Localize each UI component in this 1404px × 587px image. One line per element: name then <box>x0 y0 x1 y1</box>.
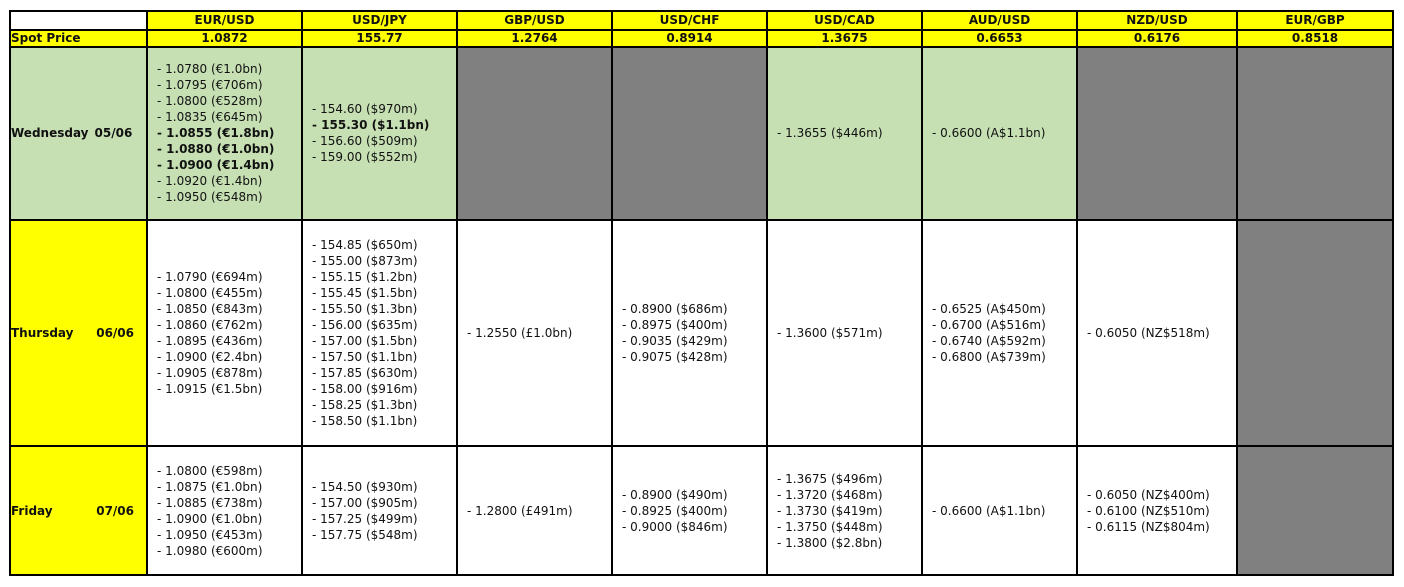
expiry-list <box>777 471 921 551</box>
spot-price-row <box>10 30 1393 47</box>
expiry-cell-usdjpy <box>302 47 457 220</box>
expiry-list <box>622 487 766 535</box>
expiry-item: - 154.50 ($930m) <box>312 479 418 494</box>
pair-header-nzdusd: NZD/USD <box>1077 11 1237 30</box>
spot-price-gbpusd: 1.2764 <box>457 30 612 47</box>
expiry-item: - 156.00 ($635m) <box>312 318 418 333</box>
pair-header-gbpusd: GBP/USD <box>457 11 612 30</box>
expiry-item: - 155.30 ($1.1bn) <box>312 118 430 133</box>
expiry-list <box>932 301 1076 365</box>
expiry-item: - 155.45 ($1.5bn) <box>312 286 418 301</box>
expiry-cell-audusd <box>922 47 1077 220</box>
expiry-list <box>157 269 301 397</box>
expiry-item: - 1.0895 (€436m) <box>157 334 263 349</box>
day-name: Wednesday <box>11 126 89 141</box>
pair-header-usdjpy: USD/JPY <box>302 11 457 30</box>
spot-price-usdchf: 0.8914 <box>612 30 767 47</box>
expiry-cell-nzdusd <box>1077 47 1237 220</box>
expiry-item: - 0.9035 ($429m) <box>622 334 728 349</box>
expiry-cell-usdcad <box>767 446 922 575</box>
expiry-item: - 1.0950 (€548m) <box>157 190 263 205</box>
expiry-list <box>312 479 456 543</box>
expiry-cell-eurgbp <box>1237 220 1393 446</box>
expiry-item: - 1.0980 (€600m) <box>157 543 263 558</box>
expiry-item: - 1.0855 (€1.8bn) <box>157 126 275 141</box>
expiry-item: - 0.6050 (NZ$518m) <box>1087 326 1210 341</box>
spot-price-label: Spot Price <box>10 30 147 47</box>
expiry-list <box>157 463 301 559</box>
expiry-cell-usdjpy <box>302 220 457 446</box>
pair-header-usdchf: USD/CHF <box>612 11 767 30</box>
expiry-cell-eurusd <box>147 446 302 575</box>
day-date: 05/06 <box>94 126 133 141</box>
expiry-item: - 0.6800 (A$739m) <box>932 350 1046 365</box>
expiry-item: - 154.85 ($650m) <box>312 238 418 253</box>
expiry-item: - 1.0795 (€706m) <box>157 78 263 93</box>
fx-option-expiries-table <box>9 10 1394 576</box>
day-name: Thursday <box>11 326 74 341</box>
day-date: 06/06 <box>96 326 134 341</box>
expiry-item: - 1.0860 (€762m) <box>157 318 263 333</box>
expiry-item: - 0.6600 (A$1.1bn) <box>932 126 1046 141</box>
expiry-item: - 155.15 ($1.2bn) <box>312 270 418 285</box>
spot-price-usdcad: 1.3675 <box>767 30 922 47</box>
day-label-wednesday <box>10 47 147 220</box>
expiry-item: - 0.8900 ($490m) <box>622 487 728 502</box>
day-row-friday <box>10 446 1393 575</box>
expiry-item: - 157.75 ($548m) <box>312 527 418 542</box>
expiry-item: - 158.00 ($916m) <box>312 382 418 397</box>
corner-blank <box>10 11 147 30</box>
expiry-item: - 0.8925 ($400m) <box>622 503 728 518</box>
pair-header-usdcad: USD/CAD <box>767 11 922 30</box>
expiry-cell-usdjpy <box>302 446 457 575</box>
expiry-item: - 1.0800 (€455m) <box>157 286 263 301</box>
expiry-item: - 0.9075 ($428m) <box>622 350 728 365</box>
expiry-cell-nzdusd <box>1077 220 1237 446</box>
expiry-list <box>467 503 611 519</box>
expiry-list <box>622 301 766 365</box>
expiry-cell-gbpusd <box>457 220 612 446</box>
expiry-item: - 1.3800 ($2.8bn) <box>777 535 883 550</box>
expiry-item: - 159.00 ($552m) <box>312 150 418 165</box>
expiry-cell-eurusd <box>147 47 302 220</box>
expiry-item: - 1.3730 ($419m) <box>777 503 883 518</box>
day-label-thursday <box>10 220 147 446</box>
pair-header-row <box>10 11 1393 30</box>
day-row-thursday <box>10 220 1393 446</box>
expiry-item: - 157.25 ($499m) <box>312 511 418 526</box>
expiry-list <box>777 125 921 141</box>
expiry-list <box>467 325 611 341</box>
day-row-wednesday <box>10 47 1393 220</box>
expiry-cell-audusd <box>922 446 1077 575</box>
pair-header-eurgbp: EUR/GBP <box>1237 11 1393 30</box>
expiry-item: - 157.50 ($1.1bn) <box>312 350 418 365</box>
expiry-item: - 157.00 ($905m) <box>312 495 418 510</box>
spot-price-nzdusd: 0.6176 <box>1077 30 1237 47</box>
expiry-item: - 1.0835 (€645m) <box>157 110 263 125</box>
expiry-list <box>312 101 456 165</box>
expiry-item: - 155.50 ($1.3bn) <box>312 302 418 317</box>
expiry-list <box>157 61 301 205</box>
spot-price-eurusd: 1.0872 <box>147 30 302 47</box>
expiry-list <box>932 503 1076 519</box>
expiry-list <box>777 325 921 341</box>
expiry-item: - 1.0900 (€1.4bn) <box>157 158 275 173</box>
spot-price-eurgbp: 0.8518 <box>1237 30 1393 47</box>
expiry-item: - 1.2800 (£491m) <box>467 503 573 518</box>
pair-header-audusd: AUD/USD <box>922 11 1077 30</box>
expiry-item: - 1.3750 ($448m) <box>777 519 883 534</box>
expiry-cell-eurusd <box>147 220 302 446</box>
expiry-item: - 0.6525 (A$450m) <box>932 302 1046 317</box>
expiry-item: - 1.0950 (€453m) <box>157 527 263 542</box>
expiry-cell-nzdusd <box>1077 446 1237 575</box>
expiry-list <box>1087 487 1236 535</box>
expiry-item: - 1.0900 (€2.4bn) <box>157 350 263 365</box>
expiry-cell-gbpusd <box>457 47 612 220</box>
expiry-item: - 0.6600 (A$1.1bn) <box>932 503 1046 518</box>
expiry-item: - 1.0790 (€694m) <box>157 270 263 285</box>
day-label-friday <box>10 446 147 575</box>
expiry-item: - 1.3720 ($468m) <box>777 487 883 502</box>
day-name: Friday <box>11 503 53 518</box>
expiry-item: - 1.0880 (€1.0bn) <box>157 142 275 157</box>
expiry-cell-eurgbp <box>1237 446 1393 575</box>
expiry-item: - 0.6115 (NZ$804m) <box>1087 519 1210 534</box>
expiry-item: - 1.3655 ($446m) <box>777 126 883 141</box>
expiry-item: - 1.3600 ($571m) <box>777 326 883 341</box>
expiry-cell-audusd <box>922 220 1077 446</box>
expiry-cell-usdcad <box>767 47 922 220</box>
expiry-item: - 1.3675 ($496m) <box>777 471 883 486</box>
expiry-item: - 1.0800 (€598m) <box>157 463 263 478</box>
expiry-item: - 154.60 ($970m) <box>312 102 418 117</box>
expiry-item: - 0.6740 (A$592m) <box>932 334 1046 349</box>
expiry-cell-usdchf <box>612 220 767 446</box>
expiry-list <box>1087 325 1236 341</box>
expiry-item: - 1.0850 (€843m) <box>157 302 263 317</box>
expiry-list <box>312 237 456 429</box>
expiry-list <box>932 125 1076 141</box>
expiry-item: - 157.85 ($630m) <box>312 366 418 381</box>
expiry-item: - 1.0780 (€1.0bn) <box>157 62 263 77</box>
expiry-item: - 0.6050 (NZ$400m) <box>1087 487 1210 502</box>
spot-price-usdjpy: 155.77 <box>302 30 457 47</box>
day-date: 07/06 <box>96 503 134 518</box>
expiry-cell-usdchf <box>612 47 767 220</box>
expiry-item: - 1.0875 (€1.0bn) <box>157 479 263 494</box>
expiry-item: - 0.8900 ($686m) <box>622 302 728 317</box>
expiry-item: - 0.6100 (NZ$510m) <box>1087 503 1210 518</box>
expiry-item: - 155.00 ($873m) <box>312 254 418 269</box>
expiry-item: - 1.0900 (€1.0bn) <box>157 511 263 526</box>
expiry-item: - 1.0905 (€878m) <box>157 366 263 381</box>
spot-price-audusd: 0.6653 <box>922 30 1077 47</box>
expiry-item: - 158.50 ($1.1bn) <box>312 414 418 429</box>
expiry-item: - 1.0885 (€738m) <box>157 495 263 510</box>
expiry-cell-usdcad <box>767 220 922 446</box>
expiry-item: - 158.25 ($1.3bn) <box>312 398 418 413</box>
expiry-cell-gbpusd <box>457 446 612 575</box>
expiry-item: - 0.8975 ($400m) <box>622 318 728 333</box>
expiry-item: - 157.00 ($1.5bn) <box>312 334 418 349</box>
expiry-cell-usdchf <box>612 446 767 575</box>
expiry-item: - 0.6700 (A$516m) <box>932 318 1046 333</box>
expiry-cell-eurgbp <box>1237 47 1393 220</box>
expiry-item: - 1.2550 (£1.0bn) <box>467 326 573 341</box>
expiry-item: - 1.0920 (€1.4bn) <box>157 174 263 189</box>
pair-header-eurusd: EUR/USD <box>147 11 302 30</box>
expiry-item: - 156.60 ($509m) <box>312 134 418 149</box>
expiry-item: - 1.0915 (€1.5bn) <box>157 382 263 397</box>
expiry-item: - 1.0800 (€528m) <box>157 94 263 109</box>
expiry-item: - 0.9000 ($846m) <box>622 519 728 534</box>
